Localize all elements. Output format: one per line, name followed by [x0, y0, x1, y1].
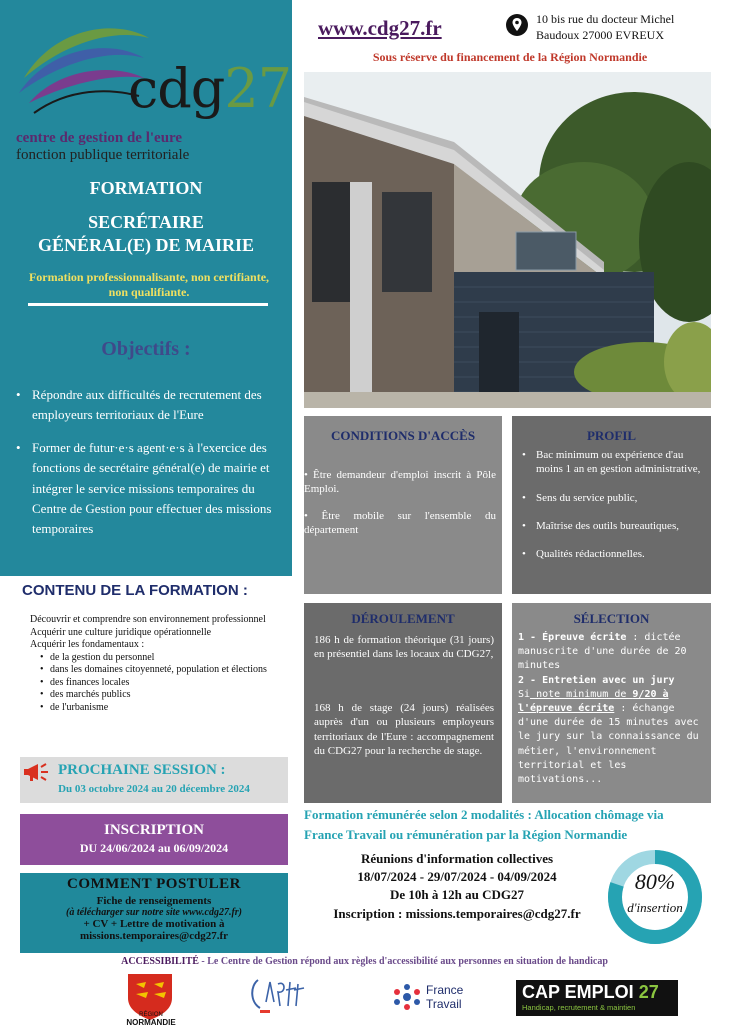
deroulement-box: [304, 603, 502, 803]
inscription-title: INSCRIPTION: [103, 822, 205, 838]
accessibility-note: [0, 956, 729, 967]
france-travail-dots-icon: [392, 982, 422, 1012]
profil-item: • Qualités rédactionnelles.: [522, 547, 708, 561]
selection-step-2-cond-underlined: note minimum de: [530, 688, 633, 700]
condition-item: • Être demandeur d'emploi inscrit à Pôle Emploi.: [304, 468, 496, 497]
region-label-small: RÉGION: [139, 1012, 163, 1018]
contenu-item: • des marchés publics: [40, 689, 282, 702]
reunions-time: De 10h à 12h au CDG27: [390, 887, 524, 903]
selection-box: [512, 603, 711, 803]
reunions-info: [300, 850, 614, 923]
condition-item: • Être mobile sur l'ensemble du département: [304, 509, 496, 538]
comment-postuler-title: COMMENT POSTULER: [67, 876, 241, 892]
contenu-body: [30, 614, 282, 714]
contenu-title: CONTENU DE LA FORMATION :: [22, 582, 248, 599]
insertion-rate-label: d'insertion: [627, 900, 683, 915]
formation-label: FORMATION: [89, 178, 203, 198]
insertion-rate-gauge: [606, 848, 704, 946]
divider: [28, 303, 268, 306]
profil-item: • Maîtrise des outils bureautiques,: [522, 519, 708, 533]
formation-note-line-1: Formation professionnalisante, non certifiante,: [28, 270, 270, 284]
selection-step-1-label: 1 - Épreuve écrite: [518, 632, 627, 643]
accessibility-label: ACCESSIBILITÉ: [121, 956, 199, 967]
region-normandie-label: [108, 1012, 194, 1027]
profil-box: [512, 416, 711, 594]
prochaine-session-box: [20, 757, 288, 803]
conditions-acces-list: [304, 468, 496, 549]
accessibility-text: - Le Centre de Gestion répond aux règles d'accessibilité aux personnes en situation de handicap: [198, 956, 608, 967]
remuneration-note: [304, 805, 714, 845]
conditions-acces-box: [304, 416, 502, 594]
france-travail-text-2: Travail: [426, 997, 462, 1012]
formation-name-line-2: GÉNÉRAL(E) DE MAIRIE: [37, 234, 255, 255]
address-line-1: 10 bis rue du docteur Michel: [536, 12, 675, 26]
profil-title: PROFIL: [586, 428, 637, 443]
deroulement-title: DÉROULEMENT: [351, 611, 455, 626]
building-photo: [304, 72, 711, 408]
postuler-email-link[interactable]: missions.temporaires@cdg27.fr: [79, 930, 229, 942]
reunions-title: Réunions d'information collectives: [360, 851, 554, 866]
postuler-line-1: Fiche de renseignements: [96, 895, 212, 907]
contenu-intro-1: Découvrir et comprendre son environnement professionnel: [30, 614, 266, 625]
contenu-item: • des finances locales: [40, 677, 282, 690]
selection-step-2-label: 2 - Entretien avec un jury: [518, 674, 675, 686]
profil-item: • Sens du service public,: [522, 491, 708, 505]
selection-title: SÉLECTION: [573, 611, 650, 626]
remuneration-line-2: France Travail ou rémunération par la Région Normandie: [304, 827, 628, 843]
france-travail-logo: [392, 980, 488, 1016]
inscription-dates: DU 24/06/2024 au 06/09/2024: [79, 841, 229, 855]
selection-step-2-cond-bold: 9/20 à l'épreuve écrite: [518, 688, 669, 714]
selection-step-1-text: : dictée manuscrite d'une durée de 20 minutes: [518, 632, 687, 672]
selection-body: [518, 631, 708, 787]
contenu-item: • de l'urbanisme: [40, 702, 282, 715]
profil-item: • Bac minimum ou expérience d'au moins 1 an en gestion administrative,: [522, 448, 708, 477]
reunions-dates: 18/07/2024 - 29/07/2024 - 04/09/2024: [357, 869, 557, 885]
objectifs-list: [16, 385, 284, 552]
contenu-intro-3: Acquérir les fondamentaux :: [30, 639, 145, 650]
cap-emploi-text: CAP EMPLOI: [522, 982, 634, 1002]
postuler-line-2: (à télécharger sur notre site www.cdg27.fr): [65, 907, 242, 918]
logo-subtitle-2: fonction publique territoriale: [16, 147, 190, 163]
france-travail-text: [426, 983, 463, 1012]
cap-emploi-subtitle: Handicap, recrutement & maintien: [522, 1003, 636, 1012]
cnfpt-logo: [246, 972, 316, 1016]
conditions-acces-title: CONDITIONS D'ACCÈS: [330, 428, 476, 443]
contenu-item: • dans les domaines citoyenneté, population et élections: [40, 664, 282, 677]
contenu-item: • de la gestion du personnel: [40, 652, 282, 665]
insertion-rate-value: 80%: [634, 869, 676, 894]
address: [536, 12, 674, 43]
location-pin-icon: [506, 14, 528, 36]
deroulement-paragraph-1: 186 h de formation théorique (31 jours) en présentiel dans les locaux du CDG27,: [314, 634, 494, 661]
remuneration-line-1: Formation rémunérée selon 2 modalités : Allocation chômage via: [304, 807, 664, 822]
deroulement-paragraph-2: 168 h de stage (24 jours) réalisées auprès d'un ou plusieurs employeurs territoriaux de l'Eure : accompagnement du CDG27 pour la recherche de stage.: [314, 702, 494, 757]
normandie-label-text: NORMANDIE: [126, 1018, 176, 1027]
prochaine-session-dates: Du 03 octobre 2024 au 20 décembre 2024: [58, 783, 250, 795]
profil-list: [522, 448, 708, 575]
formation-name-line-1: SECRÉTAIRE: [88, 212, 204, 232]
cap-emploi-number: 27: [638, 982, 659, 1002]
france-travail-text-1: France: [426, 983, 464, 997]
address-line-2: Baudoux 27000 EVREUX: [536, 27, 664, 42]
formation-name: [0, 211, 292, 256]
selection-step-2-cond-pre: Si: [518, 688, 531, 700]
contenu-list: [30, 652, 282, 715]
objectif-item: • Répondre aux difficultés de recrutement des employeurs territoriaux de l'Eure: [16, 385, 284, 425]
postuler-line-3: + CV + Lettre de motivation à: [83, 918, 225, 930]
cap-emploi-title: [522, 982, 659, 1003]
selection-step-2-text: : échange d'une durée de 15 minutes avec le jury sur la connaissance du métier, l'environnement territorial et les motivations...: [518, 702, 699, 785]
formation-note: [8, 270, 290, 300]
website-link[interactable]: www.cdg27.fr: [318, 16, 442, 40]
contenu-intro-2: Acquérir une culture juridique opérationnelle: [30, 626, 212, 638]
prochaine-session-title: PROCHAINE SESSION :: [58, 762, 226, 778]
inscription-box: [20, 814, 288, 865]
cap-emploi-logo: [516, 980, 678, 1016]
logo-subtitle-1: centre de gestion de l'eure: [16, 130, 183, 146]
megaphone-icon: [24, 761, 52, 783]
funding-note: Sous réserve du financement de la Région Normandie: [372, 50, 648, 64]
reunions-contact: Inscription : missions.temporaires@cdg27.fr: [333, 905, 581, 921]
formation-note-line-2: non qualifiante.: [108, 285, 190, 299]
comment-postuler-box: [20, 873, 288, 953]
objectif-item: • Former de futur·e·s agent·e·s à l'exercice des fonctions de secrétaire général(e) de mairie et intégrer le service missions temporaires du Centre de Gestion pour effectuer des missions temporaires: [16, 438, 284, 539]
logo-wordmark: cdg27: [128, 57, 292, 120]
objectifs-title: Objectifs :: [101, 338, 191, 360]
